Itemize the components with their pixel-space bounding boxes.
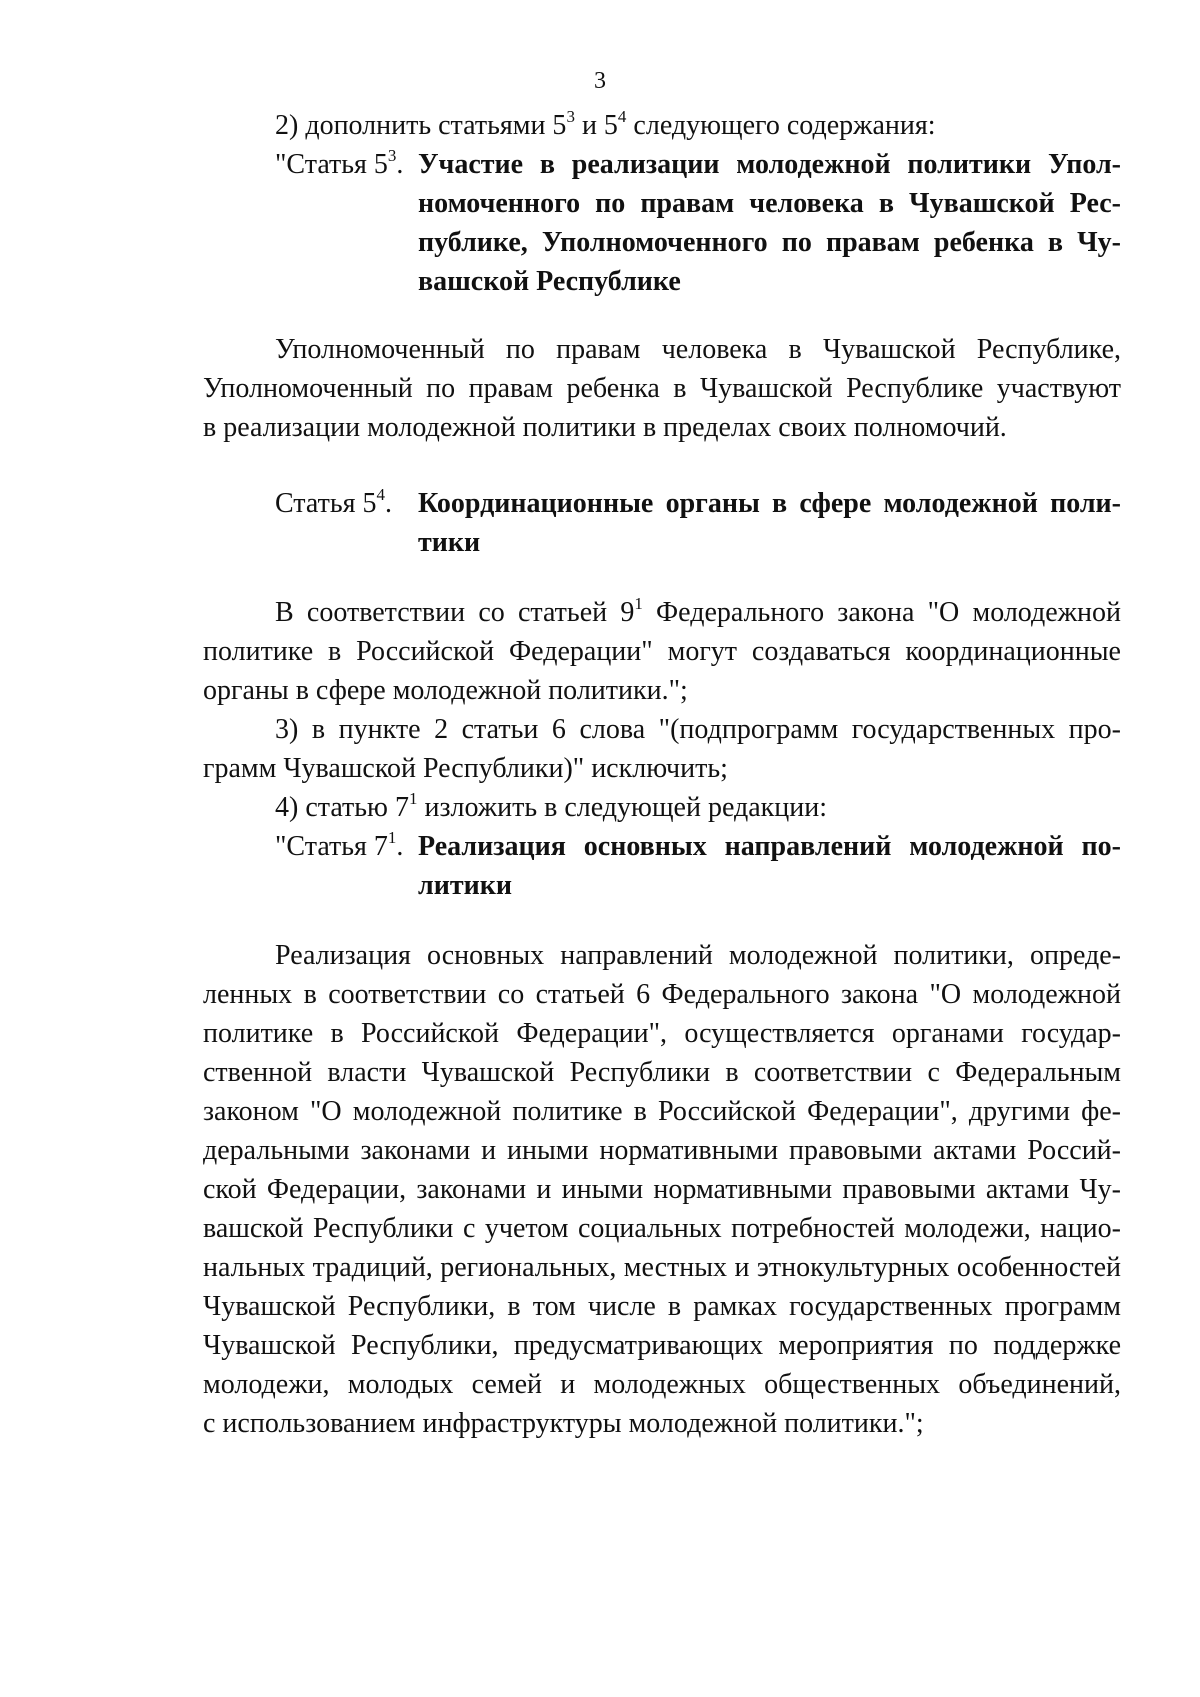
article-5-3-heading-line: Участие в реализации молодежной политики Упол- [418,149,1121,180]
article-7-1-body-line: с использованием инфраструктуры молодежной политики."; [203,1408,924,1439]
article-5-3-label [275,145,403,185]
article-7-1-body-line: деральными законами и иными нормативными правовыми актами Россий- [203,1135,1121,1166]
item-4-text-post: изложить в следующей редакции: [417,792,828,823]
item-2-text-mid: и 5 [574,110,618,141]
article-7-1-body-line: молодежи, молодых семей и молодежных общественных объединений, [203,1369,1121,1400]
item-3-line: 3) в пункте 2 статьи 6 слова "(подпрограмм государственных про- [275,714,1121,745]
article-7-1-label [275,827,403,867]
article-5-4-label-sup: 4 [376,485,385,504]
item-2-sup-2: 4 [617,107,627,126]
item-2-text: 2) дополнить статьями 5 [275,110,567,141]
article-5-4-body-line [275,593,1121,633]
article-5-4-body-text-post: Федерального закона "О молодежной [642,597,1121,628]
article-7-1-body-line: Реализация основных направлений молодежной политики, опреде- [275,940,1121,971]
item-3-line: грамм Чувашской Республики)" исключить; [203,753,728,784]
page-number: 3 [594,68,606,94]
item-2-sup-1: 3 [566,107,575,126]
article-5-3-label-text: "Статья 5 [275,149,388,180]
article-7-1-body-line: ственной власти Чувашской Республики в соответствии с Федеральным [203,1057,1121,1088]
article-7-1-body-line: ской Федерации, законами и иными нормативными правовыми актами Чу- [203,1174,1121,1205]
article-7-1-label-text: "Статья 7 [275,831,388,862]
article-7-1-label-dot: . [396,831,404,862]
article-5-4-label-text: Статья 5 [275,488,377,519]
item-2-line [275,106,1121,146]
article-5-4-body-sup: 1 [634,594,643,613]
article-5-3-label-dot: . [396,149,404,180]
item-4-text: 4) статью 7 [275,792,409,823]
article-5-4-heading-line: тики [418,527,481,558]
article-5-4-label-dot: . [384,488,392,519]
item-2-text-post: следующего содержания: [626,110,936,141]
item-4-line [275,788,1121,828]
article-5-4-body-text: В соответствии со статьей 9 [275,597,635,628]
article-7-1-body-line: ленных в соответствии со статьей 6 Федерального закона "О молодежной [203,979,1121,1010]
article-5-3-label-sup: 3 [387,146,397,165]
article-5-3-heading-line: вашской Республике [418,266,681,297]
article-7-1-body-line: Чувашской Республики, в том числе в рамках государственных программ [203,1291,1121,1322]
article-7-1-body-line: вашской Республики с учетом социальных потребностей молодежи, нацио- [203,1213,1121,1244]
article-7-1-body-line: Чувашской Республики, предусматривающих мероприятия по поддержке [203,1330,1121,1361]
article-5-3-body-line: Уполномоченный по правам человека в Чувашской Республике, [275,334,1121,365]
article-5-3-heading-line: номоченного по правам человека в Чувашской Рес- [418,188,1121,219]
article-7-1-body-line: нальных традиций, региональных, местных и этнокультурных особенностей [203,1252,1121,1283]
article-7-1-label-sup: 1 [387,828,397,847]
article-5-4-heading-line: Координационные органы в сфере молодежной поли- [418,488,1121,519]
article-5-4-label [275,484,392,524]
article-7-1-body-line: законом "О молодежной политике в Российской Федерации", другими фе- [203,1096,1121,1127]
article-7-1-heading-line: литики [418,870,512,901]
article-7-1-body-line: политике в Российской Федерации", осуществляется органами государ- [203,1018,1121,1049]
article-5-4-body-line: политике в Российской Федерации" могут создаваться координационные [203,636,1121,667]
article-5-4-body-line: органы в сфере молодежной политики."; [203,675,688,706]
article-5-3-body-line: в реализации молодежной политики в пределах своих полномочий. [203,412,1007,443]
item-4-sup: 1 [408,789,418,808]
article-7-1-heading-line: Реализация основных направлений молодежной по- [418,831,1121,862]
article-5-3-heading-line: публике, Уполномоченного по правам ребенка в Чу- [418,227,1121,258]
article-5-3-body-line: Уполномоченный по правам ребенка в Чувашской Республике участвуют [203,373,1121,404]
